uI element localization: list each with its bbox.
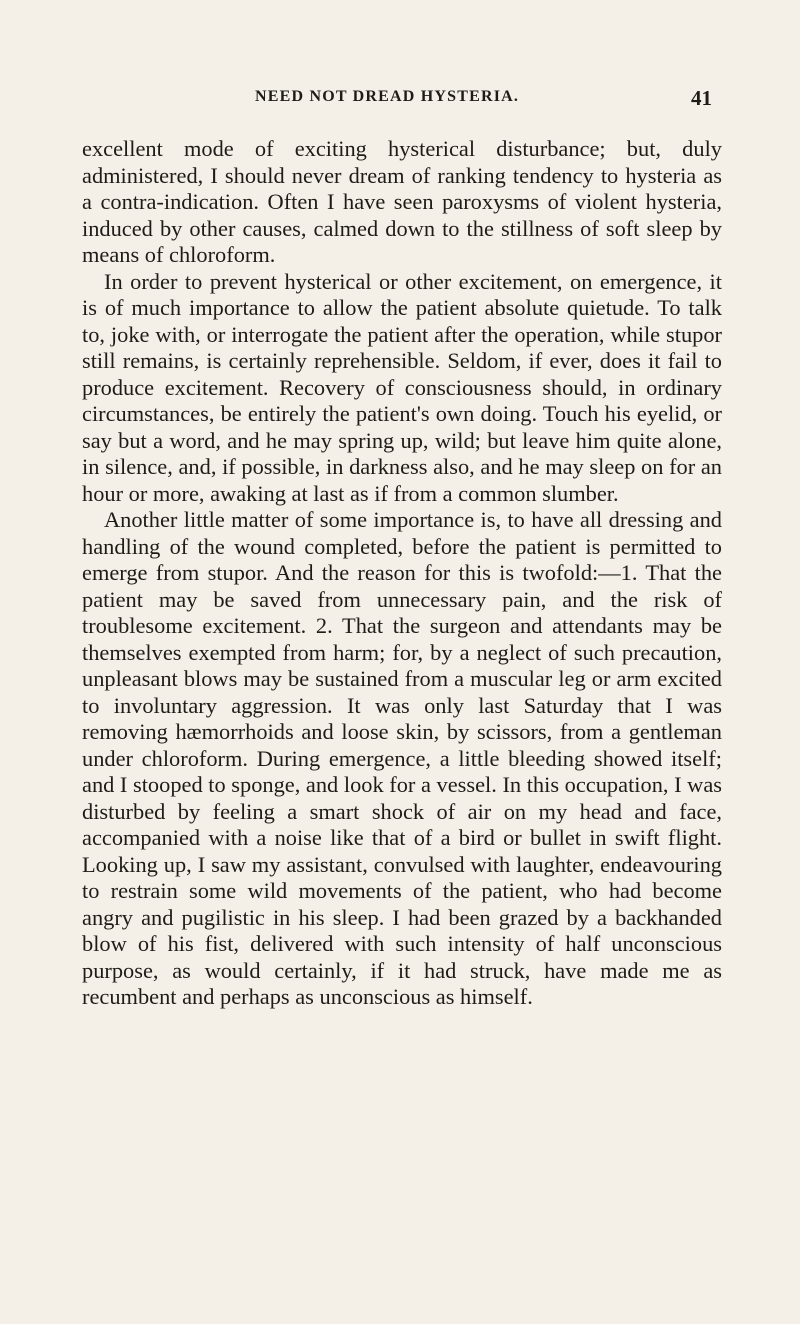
paragraph-continuation: excellent mode of exciting hysterical disturbance; but, duly administered, I should never dream of ranking tendency to hysteria as a contra-indication. Often I have seen paroxysms of violent hysteria, induced by other causes, calmed down to the stillness of soft sleep by means of chloroform. — [82, 136, 722, 267]
body-text — [82, 136, 722, 1011]
running-title: NEED NOT DREAD HYSTERIA. — [255, 88, 520, 105]
paragraph-dressing-before-emergence: Another little matter of some importance is, to have all dressing and handling of the wound completed, before the patient is permitted to emerge from stupor. And the reason for this is twofold:—1. That the patient may be saved from unnecessary pain, and the risk of troublesome excitement. 2. That the surgeon and attendants may be themselves exempted from harm; for, by a neglect of such precaution, unpleasant blows may be sustained from a muscular leg or arm excited to involuntary aggression. It was only last Saturday that I was removing hæmorrhoids and loose skin, by scissors, from a gentleman under chloroform. During emergence, a little bleeding showed itself; and I stooped to sponge, and look for a vessel. In this occupation, I was disturbed by feeling a smart shock of air on my head and face, accompanied with a noise like that of a bird or bullet in swift flight. Looking up, I saw my assistant, convulsed with laughter, endeavouring to restrain some wild movements of the patient, who had become angry and pugilistic in his sleep. I had been grazed by a backhanded blow of his fist, delivered with such intensity of half unconscious purpose, as would certainly, if it had struck, have made me as recumbent and perhaps as unconscious as himself. — [82, 507, 722, 1009]
paragraph-emergence-quietude: In order to prevent hysterical or other excitement, on emergence, it is of much importance to allow the patient absolute quietude. To talk to, joke with, or interrogate the patient after the operation, while stupor still remains, is certainly reprehensible. Seldom, if ever, does it fail to produce excitement. Recovery of consciousness should, in ordinary circumstances, be entirely the patient's own doing. Touch his eyelid, or say but a word, and he may spring up, wild; but leave him quite alone, in silence, and, if possible, in darkness also, and he may sleep on for an hour or more, awaking at last as if from a common slumber. — [82, 268, 722, 506]
running-head — [80, 88, 720, 114]
page-number: 41 — [691, 86, 712, 110]
